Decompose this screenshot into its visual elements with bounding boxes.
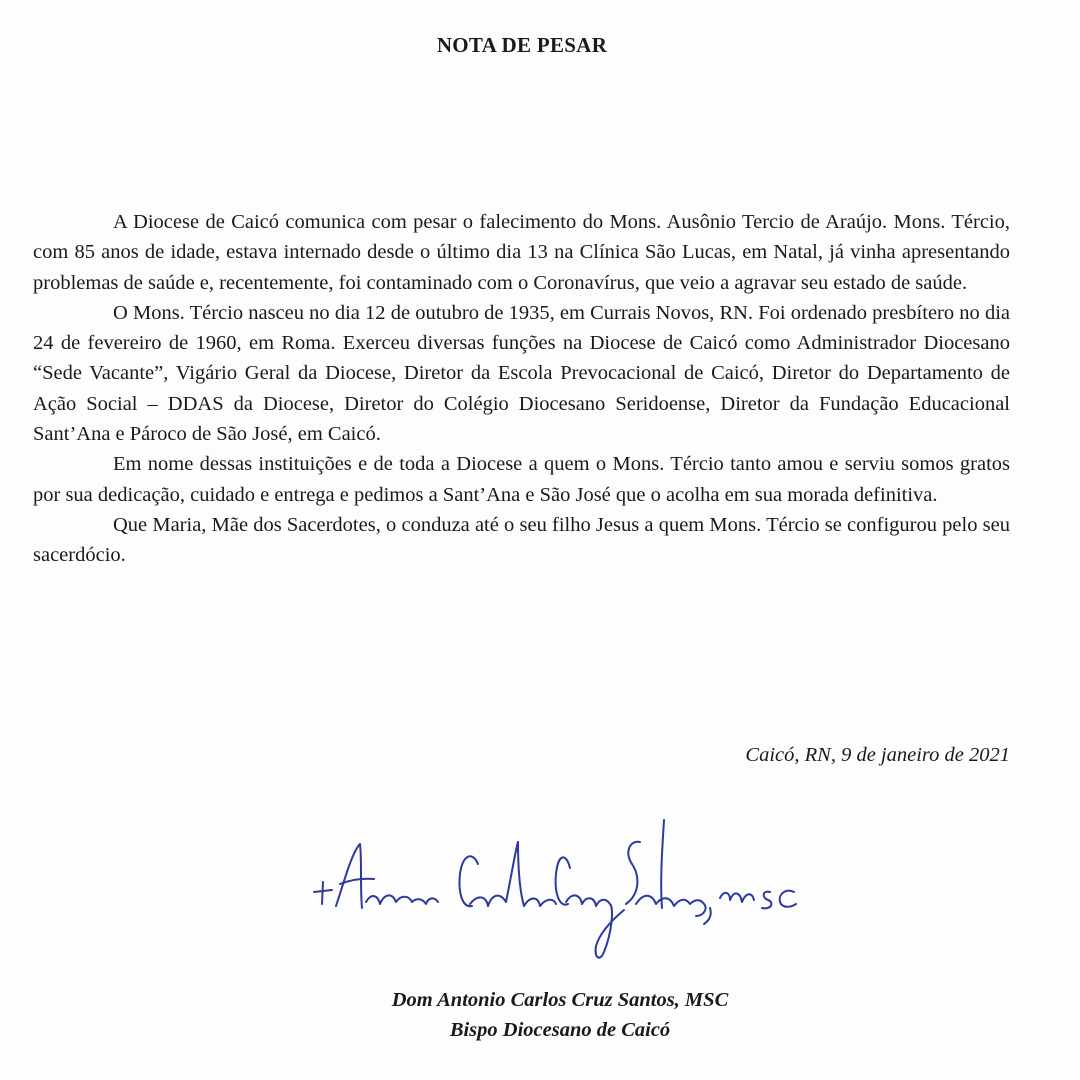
document-title: NOTA DE PESAR: [436, 33, 608, 57]
signer-name: Dom Antonio Carlos Cruz Santos, MSC: [391, 989, 729, 1011]
place-date: Caicó, RN, 9 de janeiro de 2021: [745, 744, 1010, 766]
document-body: [33, 207, 1010, 571]
paragraph-prayer: Que Maria, Mãe dos Sacerdotes, o conduza até o seu filho Jesus a quem Mons. Tércio se configurou pelo seu sacerdócio.: [33, 513, 1010, 567]
paragraph-biography: O Mons. Tércio nasceu no dia 12 de outubro de 1935, em Currais Novos, RN. Foi ordenado presbítero no dia 24 de fevereiro de 1960, em Roma. Exerceu diversas funções na Diocese de Caicó como Administrador Diocesano “Sede Vacante”, Vigário Geral da Diocese, Diretor da Escola Prevocacional de Caicó, Diretor do Departamento de Ação Social – DDAS da Diocese, Diretor do Colégio Diocesano Seridoense, Diretor da Fundação Educacional Sant’Ana e Pároco de São José, em Caicó.: [33, 301, 1010, 446]
signer-block: [0, 985, 1080, 1045]
paragraph-gratitude: Em nome dessas instituições e de toda a Diocese a quem o Mons. Tércio tanto amou e serviu somos gratos por sua dedicação, cuidado e entrega e pedimos a Sant’Ana e São José que o acolha em sua morada definitiva.: [33, 453, 1010, 506]
handwritten-signature: [300, 812, 800, 972]
paragraph-announcement: A Diocese de Caicó comunica com pesar o falecimento do Mons. Ausônio Tercio de Araújo. Mons. Tércio, com 85 anos de idade, estava internado desde o último dia 13 na Clínica São Lucas, em Natal, já vinha apresentando problemas de saúde e, recentemente, foi contaminado com o Coronavírus, que veio a agravar seu estado de saúde.: [33, 211, 1010, 294]
signer-role: Bispo Diocesano de Caicó: [449, 1019, 671, 1041]
